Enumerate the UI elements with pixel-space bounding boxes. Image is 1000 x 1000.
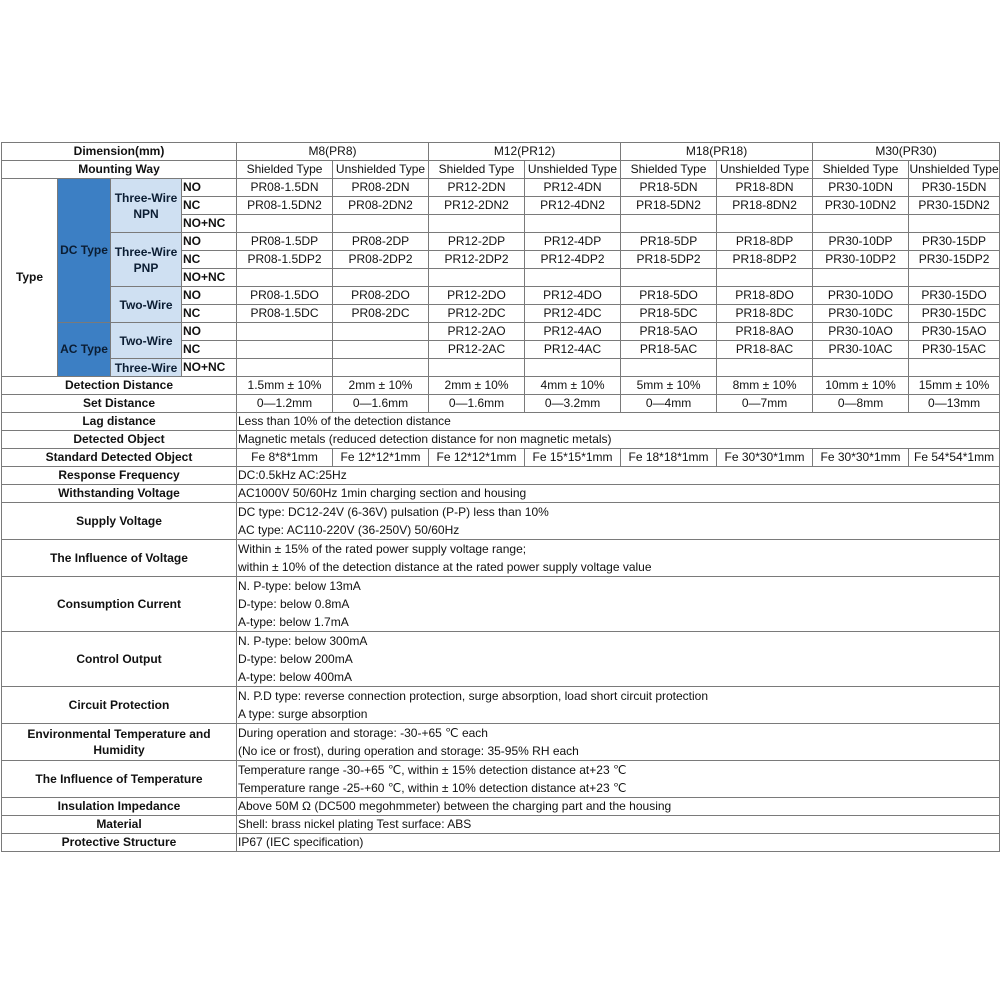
- spec-row: [2, 761, 1000, 798]
- model-cell: PR08-2DC: [333, 305, 429, 323]
- spec-label-material: Material: [2, 816, 237, 834]
- spec-value-cell: 1.5mm ± 10%: [237, 377, 333, 395]
- spec-label-environment: Environmental Temperature and Humidity: [2, 724, 237, 761]
- spec-line: A-type: below 400mA: [238, 670, 353, 684]
- spec-value: [237, 724, 1000, 761]
- spec-line: During operation and storage: -30-+65 ℃ each: [238, 726, 488, 740]
- model-cell: PR12-4AC: [525, 341, 621, 359]
- model-cell: PR18-8AC: [717, 341, 813, 359]
- spec-value-cell: 15mm ± 10%: [909, 377, 1000, 395]
- model-cell: PR12-4DP2: [525, 251, 621, 269]
- spec-value-cell: Fe 8*8*1mm: [237, 449, 333, 467]
- spec-value-cell: 2mm ± 10%: [333, 377, 429, 395]
- model-cell: [237, 323, 333, 341]
- spec-line: Temperature range -30-+65 ℃, within ± 15% detection distance at+23 ℃: [238, 763, 627, 777]
- spec-label-detection-distance: Detection Distance: [2, 377, 237, 395]
- type-label: Type: [2, 179, 58, 377]
- empty-cell: [333, 215, 429, 233]
- config-nc: NC: [182, 341, 237, 359]
- three-wire-npn-label: Three-Wire NPN: [111, 179, 182, 233]
- model-cell: PR12-2DN: [429, 179, 525, 197]
- model-cell: PR08-1.5DO: [237, 287, 333, 305]
- size-header: M30(PR30): [813, 143, 1000, 161]
- spec-value-cell: Fe 54*54*1mm: [909, 449, 1000, 467]
- model-cell: PR30-10AC: [813, 341, 909, 359]
- model-cell: PR12-2AC: [429, 341, 525, 359]
- model-cell: PR30-15DC: [909, 305, 1000, 323]
- empty-cell: [429, 215, 525, 233]
- model-cell: [237, 341, 333, 359]
- spec-line: DC type: DC12-24V (6-36V) pulsation (P-P) less than 10%: [238, 505, 549, 519]
- empty-cell: [909, 359, 1000, 377]
- model-cell: PR30-15DP: [909, 233, 1000, 251]
- spec-value-cell: 0—8mm: [813, 395, 909, 413]
- empty-cell: [909, 215, 1000, 233]
- model-cell: PR08-2DP2: [333, 251, 429, 269]
- spec-value-cell: 8mm ± 10%: [717, 377, 813, 395]
- unshielded-header: Unshielded Type: [525, 161, 621, 179]
- model-cell: PR12-4DO: [525, 287, 621, 305]
- spec-row: [2, 485, 1000, 503]
- spec-line: Temperature range -25-+60 ℃, within ± 10% detection distance at+23 ℃: [238, 781, 627, 795]
- spec-row: [2, 449, 1000, 467]
- spec-label-influence-voltage: The Influence of Voltage: [2, 540, 237, 577]
- spec-label-detected-object: Detected Object: [2, 431, 237, 449]
- spec-value: Less than 10% of the detection distance: [237, 413, 1000, 431]
- model-cell: PR12-4DP: [525, 233, 621, 251]
- spec-value-cell: 5mm ± 10%: [621, 377, 717, 395]
- empty-cell: [525, 269, 621, 287]
- spec-value-cell: 0—1.6mm: [429, 395, 525, 413]
- spec-line: N. P-type: below 300mA: [238, 634, 368, 648]
- model-cell: PR08-2DO: [333, 287, 429, 305]
- three-wire-pnp-label: Three-Wire PNP: [111, 233, 182, 287]
- spec-row: [2, 431, 1000, 449]
- spec-label-lag-distance: Lag distance: [2, 413, 237, 431]
- config-no-nc: NO+NC: [182, 215, 237, 233]
- model-cell: PR30-15DN2: [909, 197, 1000, 215]
- spec-line: D-type: below 200mA: [238, 652, 353, 666]
- mounting-row: [2, 161, 1000, 179]
- spec-value-cell: 0—4mm: [621, 395, 717, 413]
- empty-cell: [525, 215, 621, 233]
- empty-cell: [621, 359, 717, 377]
- shielded-header: Shielded Type: [813, 161, 909, 179]
- spec-row: [2, 687, 1000, 724]
- spec-line: N. P-type: below 13mA: [238, 579, 361, 593]
- spec-row: [2, 798, 1000, 816]
- spec-value: Above 50M Ω (DC500 megohmmeter) between the charging part and the housing: [237, 798, 1000, 816]
- spec-row: [2, 395, 1000, 413]
- spec-row: [2, 503, 1000, 540]
- spec-value: [237, 540, 1000, 577]
- shielded-header: Shielded Type: [621, 161, 717, 179]
- spec-value: [237, 761, 1000, 798]
- spec-value-cell: 0—3.2mm: [525, 395, 621, 413]
- empty-cell: [813, 215, 909, 233]
- model-cell: PR08-2DN2: [333, 197, 429, 215]
- empty-cell: [813, 359, 909, 377]
- spec-value-cell: 4mm ± 10%: [525, 377, 621, 395]
- config-no: NO: [182, 287, 237, 305]
- spec-row: [2, 632, 1000, 687]
- empty-cell: [621, 269, 717, 287]
- empty-cell: [717, 269, 813, 287]
- empty-cell: [429, 269, 525, 287]
- empty-cell: [717, 215, 813, 233]
- model-cell: PR18-5DC: [621, 305, 717, 323]
- spec-value: [237, 503, 1000, 540]
- type-row: [2, 287, 1000, 305]
- spec-label-circuit-protection: Circuit Protection: [2, 687, 237, 724]
- model-cell: PR18-8DO: [717, 287, 813, 305]
- spec-line: (No ice or frost), during operation and storage: 35-95% RH each: [238, 744, 579, 758]
- spec-value-cell: Fe 12*12*1mm: [333, 449, 429, 467]
- spec-value: Magnetic metals (reduced detection distance for non magnetic metals): [237, 431, 1000, 449]
- spec-line: within ± 10% of the detection distance at the rated power supply voltage value: [238, 560, 652, 574]
- config-no: NO: [182, 323, 237, 341]
- model-cell: PR30-10DN2: [813, 197, 909, 215]
- model-cell: PR30-10DC: [813, 305, 909, 323]
- spec-line: A-type: below 1.7mA: [238, 615, 349, 629]
- model-cell: PR30-10DP2: [813, 251, 909, 269]
- type-row: [2, 323, 1000, 341]
- model-cell: PR08-1.5DN2: [237, 197, 333, 215]
- config-no: NO: [182, 233, 237, 251]
- shielded-header: Shielded Type: [429, 161, 525, 179]
- spec-label-withstanding-voltage: Withstanding Voltage: [2, 485, 237, 503]
- model-cell: [333, 323, 429, 341]
- spec-label-protective: Protective Structure: [2, 834, 237, 852]
- shielded-header: Shielded Type: [237, 161, 333, 179]
- config-nc: NC: [182, 197, 237, 215]
- size-header: M8(PR8): [237, 143, 429, 161]
- unshielded-header: Unshielded Type: [717, 161, 813, 179]
- model-cell: PR30-10AO: [813, 323, 909, 341]
- spec-value: [237, 577, 1000, 632]
- spec-value: [237, 632, 1000, 687]
- spec-row: [2, 577, 1000, 632]
- model-cell: PR18-5AO: [621, 323, 717, 341]
- spec-label-consumption-current: Consumption Current: [2, 577, 237, 632]
- type-row: [2, 359, 1000, 377]
- spec-value-cell: 0—1.2mm: [237, 395, 333, 413]
- spec-value-cell: 10mm ± 10%: [813, 377, 909, 395]
- model-cell: PR18-5DO: [621, 287, 717, 305]
- model-cell: PR18-8AO: [717, 323, 813, 341]
- empty-cell: [237, 359, 333, 377]
- empty-cell: [333, 269, 429, 287]
- model-cell: PR30-10DN: [813, 179, 909, 197]
- spec-row: [2, 467, 1000, 485]
- model-cell: PR12-4DN: [525, 179, 621, 197]
- model-cell: PR30-15AO: [909, 323, 1000, 341]
- spec-label-insulation: Insulation Impedance: [2, 798, 237, 816]
- model-cell: PR18-8DN: [717, 179, 813, 197]
- empty-cell: [525, 359, 621, 377]
- spec-value: IP67 (IEC specification): [237, 834, 1000, 852]
- model-cell: PR08-1.5DP2: [237, 251, 333, 269]
- mounting-label: Mounting Way: [2, 161, 237, 179]
- empty-cell: [717, 359, 813, 377]
- model-cell: PR12-2DN2: [429, 197, 525, 215]
- ac-three-wire-label: Three-Wire: [111, 359, 182, 377]
- spec-value-cell: 2mm ± 10%: [429, 377, 525, 395]
- spec-label-standard-object: Standard Detected Object: [2, 449, 237, 467]
- model-cell: PR18-5DN2: [621, 197, 717, 215]
- model-cell: PR08-2DP: [333, 233, 429, 251]
- model-cell: PR08-1.5DC: [237, 305, 333, 323]
- empty-cell: [237, 215, 333, 233]
- model-cell: PR30-15DN: [909, 179, 1000, 197]
- model-cell: PR08-1.5DN: [237, 179, 333, 197]
- model-cell: PR18-5AC: [621, 341, 717, 359]
- model-cell: PR08-2DN: [333, 179, 429, 197]
- unshielded-header: Unshielded Type: [909, 161, 1000, 179]
- size-header: M12(PR12): [429, 143, 621, 161]
- spec-line: AC type: AC110-220V (36-250V) 50/60Hz: [238, 523, 460, 537]
- ac-type-label: AC Type: [58, 323, 111, 377]
- spec-row: [2, 816, 1000, 834]
- empty-cell: [429, 359, 525, 377]
- dc-two-wire-label: Two-Wire: [111, 287, 182, 323]
- ac-two-wire-label: Two-Wire: [111, 323, 182, 359]
- spec-value: [237, 687, 1000, 724]
- spec-value: DC:0.5kHz AC:25Hz: [237, 467, 1000, 485]
- spec-row: [2, 724, 1000, 761]
- model-cell: PR18-5DP: [621, 233, 717, 251]
- dimension-label: Dimension(mm): [2, 143, 237, 161]
- spec-line: Within ± 15% of the rated power supply voltage range;: [238, 542, 527, 556]
- model-cell: PR30-15DP2: [909, 251, 1000, 269]
- model-cell: PR12-2DC: [429, 305, 525, 323]
- spec-value-cell: 0—1.6mm: [333, 395, 429, 413]
- empty-cell: [813, 269, 909, 287]
- model-cell: PR12-2DO: [429, 287, 525, 305]
- spec-line: A type: surge absorption: [238, 707, 368, 721]
- empty-cell: [909, 269, 1000, 287]
- type-row: [2, 179, 1000, 197]
- config-no-nc: NO+NC: [182, 359, 237, 377]
- model-cell: PR08-1.5DP: [237, 233, 333, 251]
- spec-label-response-frequency: Response Frequency: [2, 467, 237, 485]
- spec-value-cell: Fe 30*30*1mm: [813, 449, 909, 467]
- spec-label-control-output: Control Output: [2, 632, 237, 687]
- model-cell: PR18-5DN: [621, 179, 717, 197]
- spec-value-cell: Fe 15*15*1mm: [525, 449, 621, 467]
- model-cell: PR18-5DP2: [621, 251, 717, 269]
- model-cell: PR12-2DP: [429, 233, 525, 251]
- model-cell: PR30-15DO: [909, 287, 1000, 305]
- spec-table: [1, 142, 1000, 852]
- empty-cell: [237, 269, 333, 287]
- model-cell: PR30-10DO: [813, 287, 909, 305]
- config-nc: NC: [182, 251, 237, 269]
- unshielded-header: Unshielded Type: [333, 161, 429, 179]
- model-cell: PR12-4DC: [525, 305, 621, 323]
- spec-label-supply-voltage: Supply Voltage: [2, 503, 237, 540]
- dc-type-label: DC Type: [58, 179, 111, 323]
- spec-line: N. P.D type: reverse connection protection, surge absorption, load short circuit protection: [238, 689, 709, 703]
- spec-line: D-type: below 0.8mA: [238, 597, 350, 611]
- model-cell: PR18-8DP2: [717, 251, 813, 269]
- size-header: M18(PR18): [621, 143, 813, 161]
- model-cell: PR18-8DN2: [717, 197, 813, 215]
- spec-row: [2, 540, 1000, 577]
- config-nc: NC: [182, 305, 237, 323]
- model-cell: PR30-10DP: [813, 233, 909, 251]
- empty-cell: [333, 359, 429, 377]
- model-cell: PR12-2AO: [429, 323, 525, 341]
- model-cell: PR18-8DC: [717, 305, 813, 323]
- model-cell: PR18-8DP: [717, 233, 813, 251]
- spec-value-cell: Fe 12*12*1mm: [429, 449, 525, 467]
- model-cell: PR12-2DP2: [429, 251, 525, 269]
- empty-cell: [621, 215, 717, 233]
- model-cell: [333, 341, 429, 359]
- model-cell: PR12-4DN2: [525, 197, 621, 215]
- spec-value-cell: 0—7mm: [717, 395, 813, 413]
- config-no: NO: [182, 179, 237, 197]
- spec-value: AC1000V 50/60Hz 1min charging section and housing: [237, 485, 1000, 503]
- spec-row: [2, 413, 1000, 431]
- spec-row: [2, 834, 1000, 852]
- spec-label-set-distance: Set Distance: [2, 395, 237, 413]
- model-cell: PR12-4AO: [525, 323, 621, 341]
- dimension-row: [2, 143, 1000, 161]
- spec-value-cell: Fe 18*18*1mm: [621, 449, 717, 467]
- config-no-nc: NO+NC: [182, 269, 237, 287]
- spec-label-influence-temperature: The Influence of Temperature: [2, 761, 237, 798]
- spec-value: Shell: brass nickel plating Test surface: ABS: [237, 816, 1000, 834]
- spec-value-cell: Fe 30*30*1mm: [717, 449, 813, 467]
- model-cell: PR30-15AC: [909, 341, 1000, 359]
- spec-row: [2, 377, 1000, 395]
- spec-value-cell: 0—13mm: [909, 395, 1000, 413]
- type-row: [2, 233, 1000, 251]
